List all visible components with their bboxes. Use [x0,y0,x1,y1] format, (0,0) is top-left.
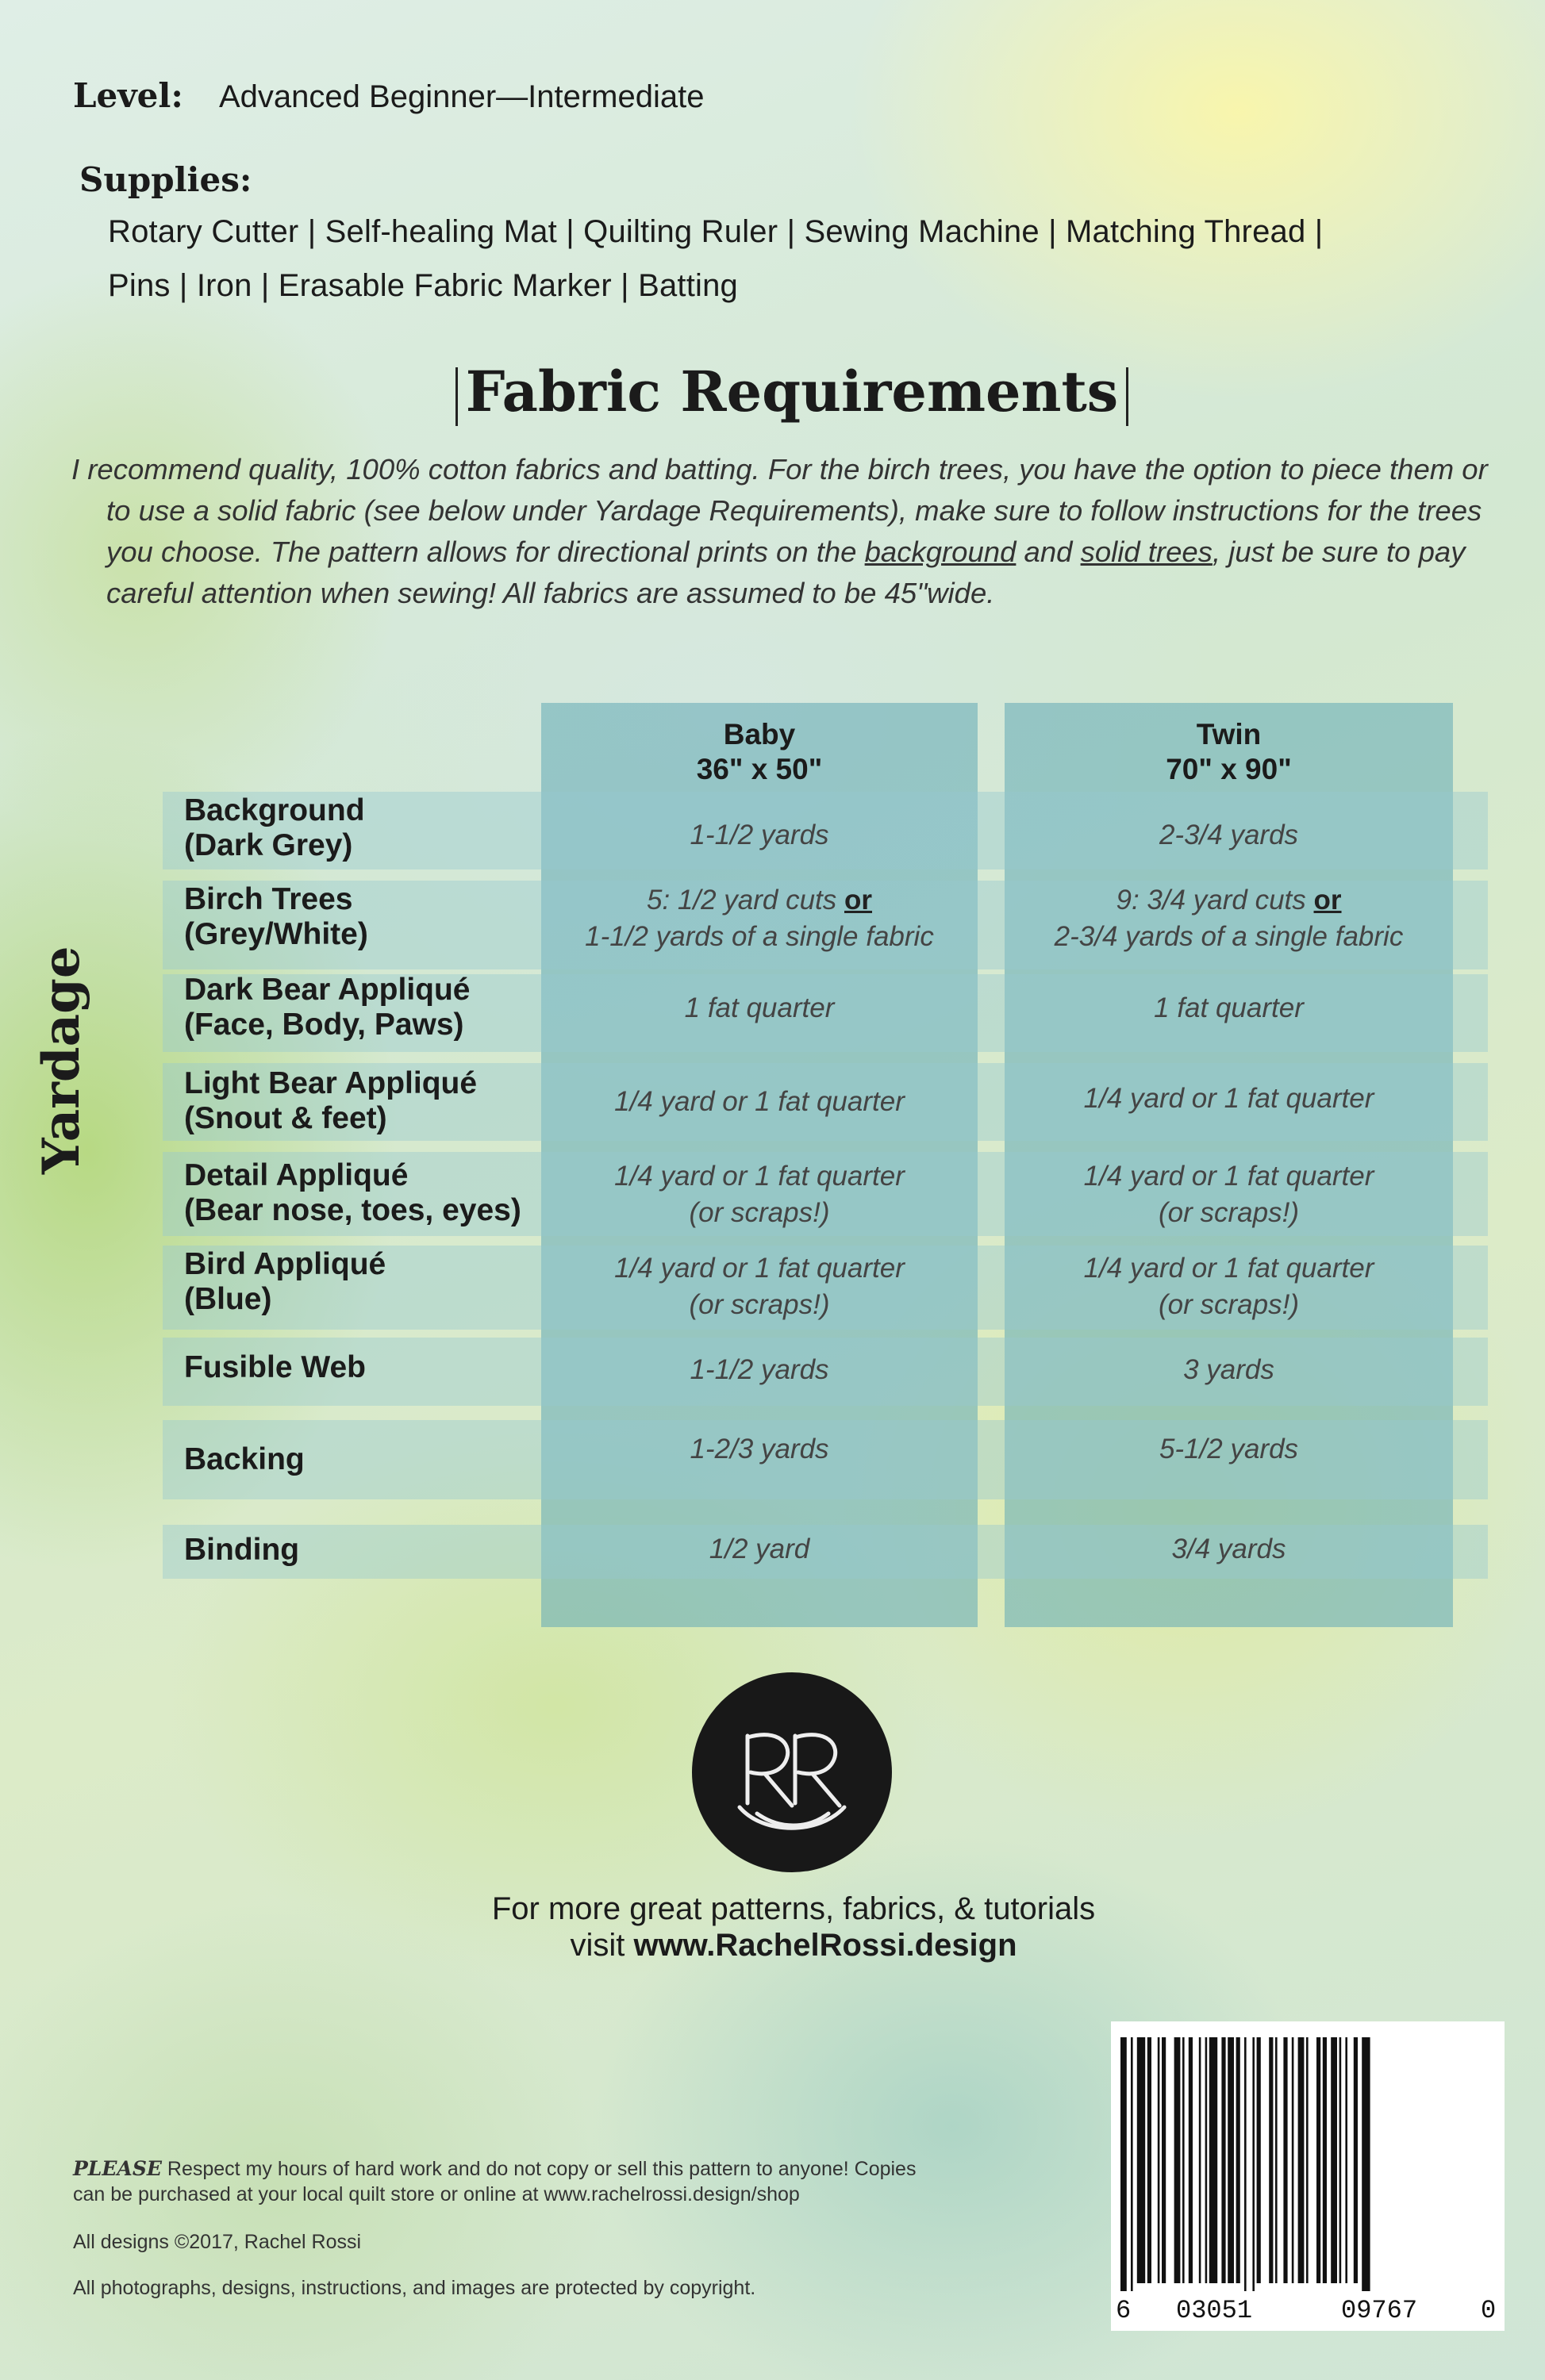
column-baby-size: 36" x 50" [696,753,823,785]
or-emphasis: or [1313,885,1342,916]
barcode-bar [1137,2037,1145,2283]
barcode-digits-left: 03051 [1176,2296,1253,2325]
row-label-line2: (Blue) [184,1282,272,1316]
barcode-bar [1182,2037,1185,2283]
row-label-line2: (Snout & feet) [184,1101,387,1135]
cell-baby-background: 1-1/2 yards [690,820,829,850]
row-label-line2: (Face, Body, Paws) [184,1008,464,1042]
barcode-bar [1306,2037,1309,2283]
row-label-line1: Background [184,793,365,827]
rr-monogram-logo-icon [692,1672,892,1872]
barcode-bar [1189,2037,1193,2283]
row-label-line1: Light Bear Appliqué [184,1066,478,1100]
section-title [419,359,1165,426]
title-divider-left [455,367,458,426]
barcode-bar [1162,2037,1166,2283]
cell-line2: 2-3/4 yards of a single fabric [1054,921,1404,952]
row-label-detail [184,1158,521,1228]
barcode-bar [1120,2037,1127,2291]
cell-line1: 1/4 yard or 1 fat quarter [614,1161,905,1192]
intro-text-a: I recommend quality, 100% cotton fabrics and batting. For the birch trees, you have the option to piece them or to use a solid fabric (see below under Yardage Requirements), make sure to follow instructions for the trees you choose. The pattern allows for directional prints on the [71,453,1488,568]
barcode-bar [1244,2037,1247,2291]
barcode-bar [1209,2037,1217,2283]
section-title-text: Fabric Requirements [465,359,1119,424]
barcode-bar [1331,2037,1337,2283]
row-label-birch-trees [184,882,368,952]
barcode-digits-right: 09767 [1341,2296,1418,2325]
protected-line: All photographs, designs, instructions, and images are protected by copyright. [73,2277,756,2299]
barcode-bar [1269,2037,1273,2283]
please-label: PLEASE [73,2157,162,2180]
title-divider-right [1126,367,1128,426]
row-label-light-bear [184,1066,477,1136]
barcode-bar [1316,2037,1320,2283]
barcode-bar [1236,2037,1240,2283]
row-label-line2: (Grey/White) [184,917,368,951]
cell-baby-bird [541,1250,978,1323]
cell-baby-backing: 1-2/3 yards [690,1434,829,1464]
barcode-bar [1292,2037,1294,2283]
cell-twin-background: 2-3/4 yards [1159,820,1299,850]
cell-line2: (or scraps!) [689,1289,830,1320]
yardage-side-label: Yardage [32,946,91,1174]
cell-line1: 1/4 yard or 1 fat quarter [614,1253,905,1284]
level-value: Advanced Beginner—Intermediate [219,79,705,114]
row-label-backing [184,1442,305,1477]
footer-visit-text: visit [570,1928,634,1963]
column-twin-size: 70" x 90" [1166,753,1292,785]
barcode-bar [1174,2037,1181,2283]
please-notice [73,2156,1105,2207]
barcode-bar [1362,2037,1370,2291]
barcode-bar [1199,2037,1201,2283]
footer-visit-line [397,1928,1190,1964]
row-label-bird [184,1247,386,1317]
row-label-line1: Fusible Web [184,1350,366,1384]
intro-background-link: background [864,536,1017,568]
row-label-fusible-web [184,1350,366,1385]
cell-twin-detail [1005,1158,1453,1231]
level-label: Level: [73,76,183,115]
column-baby-name: Baby [723,718,796,750]
barcode-bar [1283,2037,1287,2283]
row-label-line1: Dark Bear Appliqué [184,973,471,1007]
column-twin-name: Twin [1196,718,1262,750]
intro-text-b: , just be sure to pay careful attention when sewing! All fabrics are assumed to be 45"wide. [106,536,1466,609]
row-label-line1: Binding [184,1533,300,1567]
cell-line1: 9: 3/4 yard cuts [1116,885,1314,916]
supplies-line-1: Rotary Cutter | Self-healing Mat | Quilting Ruler | Sewing Machine | Matching Thread | [108,214,1324,249]
upc-barcode [1111,2021,1505,2331]
barcode-bar [1252,2037,1255,2291]
barcode-digit-check: 0 [1481,2296,1497,2325]
cell-line1: 1/4 yard or 1 fat quarter [1083,1253,1374,1284]
cell-line2: (or scraps!) [1159,1197,1299,1228]
row-label-line2: (Bear nose, toes, eyes) [184,1193,521,1227]
footer-website-link[interactable]: www.RachelRossi.design [633,1928,1017,1963]
intro-and: and [1016,536,1081,568]
cell-baby-binding: 1/2 yard [709,1534,810,1564]
row-label-dark-bear [184,973,470,1042]
or-emphasis: or [844,885,873,916]
copyright-line: All designs ©2017, Rachel Rossi [73,2231,362,2253]
column-header-twin [1005,717,1453,787]
cell-twin-birch-trees [1005,882,1453,955]
cell-baby-light-bear: 1/4 yard or 1 fat quarter [614,1086,905,1117]
barcode-bar [1228,2037,1234,2283]
row-label-line1: Detail Appliqué [184,1158,409,1192]
logo-graphic [692,1672,892,1872]
cell-twin-binding: 3/4 yards [1171,1534,1286,1564]
footer-promo-line: For more great patterns, fabrics, & tutorials [491,1891,1096,1926]
cell-line2: (or scraps!) [689,1197,830,1228]
barcode-bar [1298,2037,1305,2283]
row-label-line1: Backing [184,1442,305,1476]
cell-baby-dark-bear: 1 fat quarter [684,992,835,1023]
row-label-binding [184,1533,299,1568]
supplies-label: Supplies: [79,160,252,199]
please-text-line2: can be purchased at your local quilt store or online at www.rachelrossi.design/shop [73,2183,800,2205]
cell-twin-light-bear: 1/4 yard or 1 fat quarter [1083,1083,1374,1114]
barcode-bar [1339,2037,1342,2283]
cell-twin-bird [1005,1250,1453,1323]
intro-paragraph [71,449,1508,614]
cell-baby-detail [541,1158,978,1231]
barcode-bar [1205,2037,1208,2283]
barcode-bar [1158,2037,1160,2283]
cell-line2: 1-1/2 yards of a single fabric [585,921,934,952]
barcode-bar [1221,2037,1225,2283]
barcode-bar [1345,2037,1347,2283]
please-text-line1: Respect my hours of hard work and do not copy or sell this pattern to anyone! Copies [161,2158,917,2180]
barcode-bar [1275,2037,1278,2283]
barcode-bar [1257,2037,1261,2283]
barcode-bar [1354,2037,1358,2283]
cell-line1: 1/4 yard or 1 fat quarter [1083,1161,1374,1192]
supplies-line-2: Pins | Iron | Erasable Fabric Marker | Batting [108,268,739,303]
barcode-bar [1323,2037,1327,2283]
cell-line1: 5: 1/2 yard cuts [646,885,845,916]
row-label-line1: Bird Appliqué [184,1247,386,1281]
barcode-bar [1131,2037,1133,2291]
barcode-bar [1147,2037,1151,2283]
row-label-background [184,793,365,863]
column-header-baby [541,717,978,787]
cell-line2: (or scraps!) [1159,1289,1299,1320]
cell-baby-fusible-web: 1-1/2 yards [690,1354,829,1385]
row-label-line2: (Dark Grey) [184,828,353,862]
barcode-bars [1111,2021,1505,2291]
cell-twin-dark-bear: 1 fat quarter [1154,992,1304,1023]
row-label-line1: Birch Trees [184,882,353,916]
cell-baby-birch-trees [541,882,978,955]
barcode-digit-first: 6 [1116,2296,1132,2325]
cell-twin-fusible-web: 3 yards [1183,1354,1274,1385]
cell-twin-backing: 5-1/2 yards [1159,1434,1299,1464]
intro-solid-trees: solid trees [1080,536,1213,568]
